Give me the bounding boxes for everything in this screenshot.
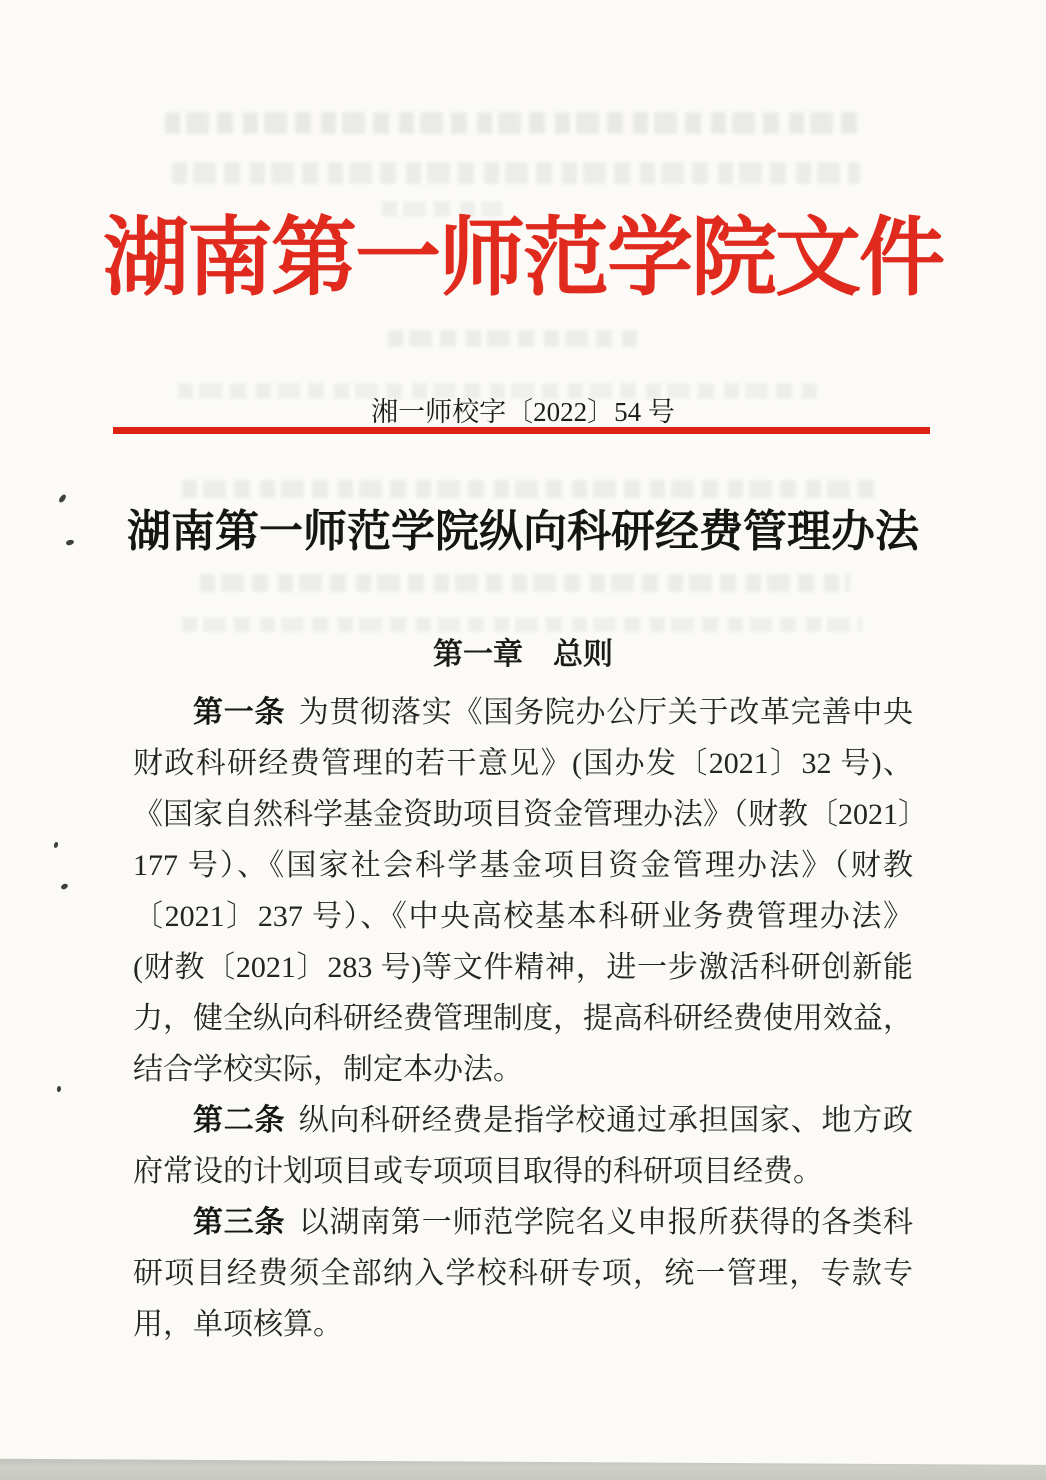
scan-speck (57, 1086, 62, 1093)
article-1-text: 为贯彻落实《国务院办公厅关于改革完善中央财政科研经费管理的若干意见》(国办发〔2021〕32 号)、《国家自然科学基金资助项目资金管理办法》（财教〔2021〕177 号）、《国家社会科学基金项目资金管理办法》（财教〔2021〕237 号）、《中央高校基本科研业务费管理办法》(财教〔2021〕283 号)等文件精神，进一步激活科研创新能力，健全纵向科研经费管理制度，提高科研经费使用效益，结合学校实际，制定本办法。 (133, 696, 913, 1086)
scan-speck (53, 841, 59, 848)
letterhead-title: 湖南第一师范学院文件 (103, 210, 943, 306)
article-paragraph-3 (133, 1197, 913, 1350)
article-paragraph-2 (133, 1095, 913, 1197)
document-body (133, 687, 913, 1350)
scan-speck (60, 883, 69, 891)
bleedthrough-text (388, 330, 638, 347)
bleedthrough-text (172, 162, 860, 184)
bleedthrough-text (165, 112, 865, 134)
bleedthrough-text (182, 617, 862, 632)
document-title: 湖南第一师范学院纵向科研经费管理办法 (127, 507, 919, 556)
article-1-label: 第一条 (193, 696, 286, 729)
article-3-label: 第三条 (193, 1206, 286, 1239)
article-2-label: 第二条 (193, 1104, 286, 1137)
page-bottom-edge (0, 1452, 1046, 1480)
red-divider-line (113, 427, 930, 434)
article-2-text: 纵向科研经费是指学校通过承担国家、地方政府常设的计划项目或专项项目取得的科研项目经费。 (133, 1104, 913, 1188)
chapter-heading: 第一章 总则 (433, 638, 613, 671)
article-3-text: 以湖南第一师范学院名义申报所获得的各类科研项目经费须全部纳入学校科研专项，统一管理，专款专用，单项核算。 (133, 1206, 913, 1341)
scan-speck (58, 493, 67, 503)
bleedthrough-text (200, 574, 850, 592)
bleedthrough-text (182, 480, 882, 498)
document-number: 湘一师校字〔2022〕54 号 (371, 397, 675, 427)
article-paragraph-1 (133, 687, 913, 1095)
